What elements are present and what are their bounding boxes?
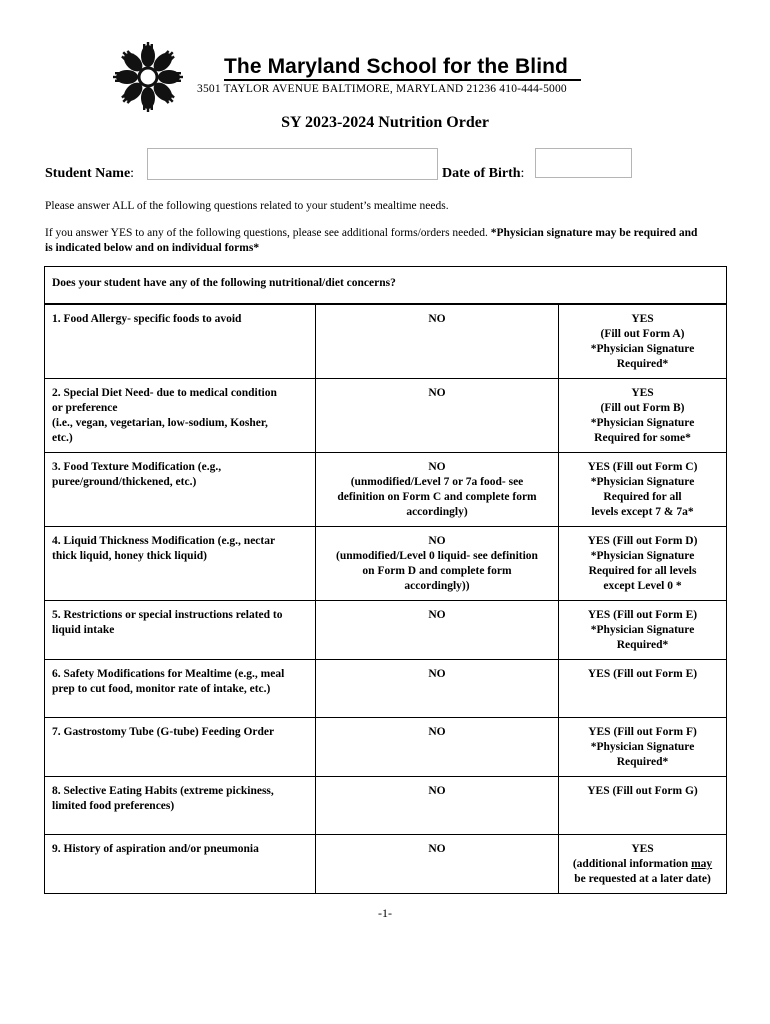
table-row — [45, 601, 727, 660]
hands-circle-logo-icon — [108, 42, 188, 112]
question-cell: 6. Safety Modifications for Mealtime (e.g., meal prep to cut food, monitor rate of intake, etc.) — [45, 660, 316, 718]
no-option-cell: NO — [316, 835, 559, 894]
table-row — [45, 379, 727, 453]
question-cell: 4. Liquid Thickness Modification (e.g., nectar thick liquid, honey thick liquid) — [45, 527, 316, 601]
no-option-cell: NO — [316, 379, 559, 453]
date-of-birth-field[interactable] — [535, 148, 632, 178]
student-name-field[interactable] — [147, 148, 438, 180]
no-option-cell: NO — [316, 718, 559, 777]
table-row — [45, 453, 727, 527]
table-row — [45, 660, 727, 718]
table-row — [45, 835, 727, 894]
table-header-row — [45, 267, 727, 305]
yes-option-cell: YES (Fill out Form C) *Physician Signature Required for all levels except 7 & 7a* — [559, 453, 727, 527]
no-option-cell: NO — [316, 660, 559, 718]
school-name-underline — [224, 79, 581, 81]
question-cell: 9. History of aspiration and/or pneumonia — [45, 835, 316, 894]
nutrition-concerns-table — [44, 266, 727, 894]
question-cell: 2. Special Diet Need- due to medical condition or preference (i.e., vegan, vegetarian, low-sodium, Kosher, etc.) — [45, 379, 316, 453]
question-cell: 8. Selective Eating Habits (extreme pickiness, limited food preferences) — [45, 777, 316, 835]
yes-option-cell: YES (Fill out Form F) *Physician Signature Required* — [559, 718, 727, 777]
student-info-row — [45, 148, 645, 182]
no-option-cell: NO — [316, 777, 559, 835]
letterhead — [108, 42, 668, 112]
yes-option-cell: YES (Fill out Form B) *Physician Signature Required for some* — [559, 379, 727, 453]
question-cell: 5. Restrictions or special instructions related to liquid intake — [45, 601, 316, 660]
yes-option-cell: YES (Fill out Form E) — [559, 660, 727, 718]
yes-option-cell: YES (additional information may be requested at a later date) — [559, 835, 727, 894]
question-cell: 1. Food Allergy- specific foods to avoid — [45, 304, 316, 379]
page-number: -1- — [378, 906, 392, 920]
question-cell: 7. Gastrostomy Tube (G-tube) Feeding Order — [45, 718, 316, 777]
table-row — [45, 718, 727, 777]
no-option-cell: NO (unmodified/Level 0 liquid- see definition on Form D and complete form accordingly)) — [316, 527, 559, 601]
no-option-cell: NO (unmodified/Level 7 or 7a food- see definition on Form C and complete form accordingly) — [316, 453, 559, 527]
yes-option-cell: YES (Fill out Form D) *Physician Signature Required for all levels except Level 0 * — [559, 527, 727, 601]
school-name: The Maryland School for the Blind — [224, 55, 568, 78]
question-cell: 3. Food Texture Modification (e.g., puree/ground/thickened, etc.) — [45, 453, 316, 527]
no-option-cell: NO — [316, 601, 559, 660]
page-title: SY 2023-2024 Nutrition Order — [281, 114, 489, 131]
table-row — [45, 777, 727, 835]
school-address: 3501 TAYLOR AVENUE BALTIMORE, MARYLAND 21236 410-444-5000 — [197, 83, 567, 95]
table-header: Does your student have any of the following nutritional/diet concerns? — [45, 267, 727, 305]
table-row — [45, 304, 727, 379]
date-of-birth-label: Date of Birth: — [442, 166, 525, 181]
no-option-cell: NO — [316, 304, 559, 379]
yes-option-cell: YES (Fill out Form G) — [559, 777, 727, 835]
instruction-yes-answers: If you answer YES to any of the following questions, please see additional forms/orders needed. *Physician signature may be required and is indicated below and on individual forms* — [45, 227, 698, 254]
yes-option-cell: YES (Fill out Form E) *Physician Signature Required* — [559, 601, 727, 660]
table-row — [45, 527, 727, 601]
instruction-all-questions: Please answer ALL of the following questions related to your student’s mealtime needs. — [45, 200, 449, 212]
student-name-label: Student Name: — [45, 166, 135, 181]
yes-option-cell: YES (Fill out Form A) *Physician Signature Required* — [559, 304, 727, 379]
